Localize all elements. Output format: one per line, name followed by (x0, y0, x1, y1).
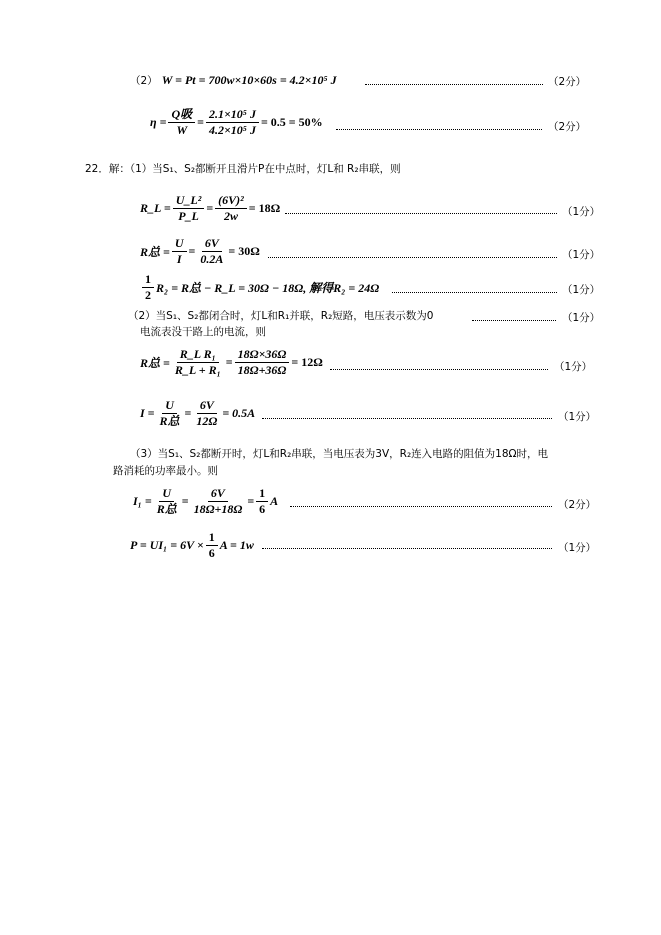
score: （1分） (562, 206, 601, 218)
eta-result: = 0.5 = 50% (260, 115, 323, 129)
score: （2分） (558, 499, 597, 511)
fraction: $\frac{\text{2.1×10⁵ J}}{\text{4.2×10⁵ J}}$ (206, 108, 259, 137)
p-row: P = UI₁ = 6V × $\frac{1}{6}$ A = 1w (130, 530, 254, 560)
rz-row: R总 = $\frac{U}{I}$ = $\frac{6V}{0.2A}$ = 30Ω (140, 236, 260, 266)
score: （2分） (548, 76, 587, 88)
leader-dots (262, 418, 552, 419)
p2-text1: （2）当S₁、S₂都闭合时，灯L和R₁并联，R₂短路，电压表示数为0 (128, 310, 434, 322)
leader-dots (336, 129, 542, 130)
fraction: $\frac{U}{\text{R总}}$ (159, 398, 180, 428)
leader-dots (290, 506, 552, 507)
fraction: $\frac{\text{(6V)²}}{2w}$ (215, 194, 247, 223)
rl-row: R_L = $\frac{\text{U\_L²}}{P\_L}$ = $\frac{\text{(6V)²}}{2w}$ = 18Ω (140, 193, 281, 223)
part2-eq1: W = Pt = 700w×10×60s = 4.2×10⁵ J (161, 73, 337, 87)
leader-dots (262, 548, 552, 549)
eta-lhs: η = (150, 115, 167, 129)
leader-dots (330, 369, 548, 370)
score: （2分） (548, 121, 587, 133)
part2-label: （2） (130, 75, 158, 87)
leader-dots (285, 213, 557, 214)
q22-intro: 22．解：（1）当S₁、S₂都断开且滑片P在中点时，灯L和 R₂串联，则 (85, 163, 401, 175)
fraction: $\frac{6V}{18\Omega+18\Omega}$ (193, 486, 243, 516)
leader-dots (268, 257, 557, 258)
fraction: $\frac{U}{\text{R总}}$ (156, 486, 177, 516)
i1-row: I₁ = $\frac{U}{\text{R总}}$ = $\frac{6V}{18\Omega+18\Omega}$ = $\frac{1}{6}$ A (133, 486, 279, 516)
score: （1分） (562, 249, 601, 261)
part2-eq2-row: η = $\frac{\text{Q吸}}{W}$ = $\frac{\text{2.1×10⁵ J}}{\text{4.2×10⁵ J}}$ = 0.5 = 50% (150, 107, 323, 137)
p2-text2: 电流表没干路上的电流，则 (140, 326, 266, 338)
p3-text2: 路消耗的功率最小。则 (113, 465, 218, 477)
fraction: $\frac{18\Omega\times 36\Omega}{18\Omega+36\Omega}$ (235, 348, 290, 377)
leader-dots (392, 292, 557, 293)
score: （1分） (562, 312, 601, 324)
fraction: $\frac{6V}{0.2A}$ (200, 236, 224, 266)
rz2-row: R总 = $\frac{\text{R\_L R₁}}{\text{R\_L + R₁}}$ = $\frac{18\Omega\times 36\Omega}{18\Omega+36\Omega}$ = 12Ω (140, 347, 323, 377)
fraction: $\frac{U}{I}$ (172, 237, 187, 266)
leader-dots (472, 320, 556, 321)
fraction: $\frac{6V}{12\Omega}$ (196, 398, 218, 428)
i-row: I = $\frac{U}{\text{R总}}$ = $\frac{6V}{12\Omega}$ = 0.5A (140, 398, 256, 428)
fraction: $\frac{1}{2}$ (142, 273, 154, 302)
part2-eq1-row (130, 73, 337, 88)
fraction: $\frac{1}{6}$ (256, 487, 268, 516)
p3-text1: （3）当S₁、S₂都断开时，灯L和R₂串联，当电压表为3V，R₂连入电路的阻值为18Ω时，电 (130, 448, 549, 460)
score: （1分） (554, 361, 593, 373)
half-row: $\frac{1}{2}$ R₂ = R总 − R_L = 30Ω − 18Ω, 解得R₂ = 24Ω (140, 273, 379, 302)
fraction: $\frac{\text{R\_L R₁}}{\text{R\_L + R₁}}$ (174, 347, 221, 377)
fraction: $\frac{\text{Q吸}}{W}$ (168, 108, 195, 137)
fraction: $\frac{\text{U\_L²}}{P\_L}$ (173, 194, 205, 223)
score: （1分） (558, 542, 597, 554)
leader-dots (365, 84, 543, 85)
fraction: $\frac{1}{6}$ (206, 531, 218, 560)
score: （1分） (562, 284, 601, 296)
score: （1分） (558, 411, 597, 423)
